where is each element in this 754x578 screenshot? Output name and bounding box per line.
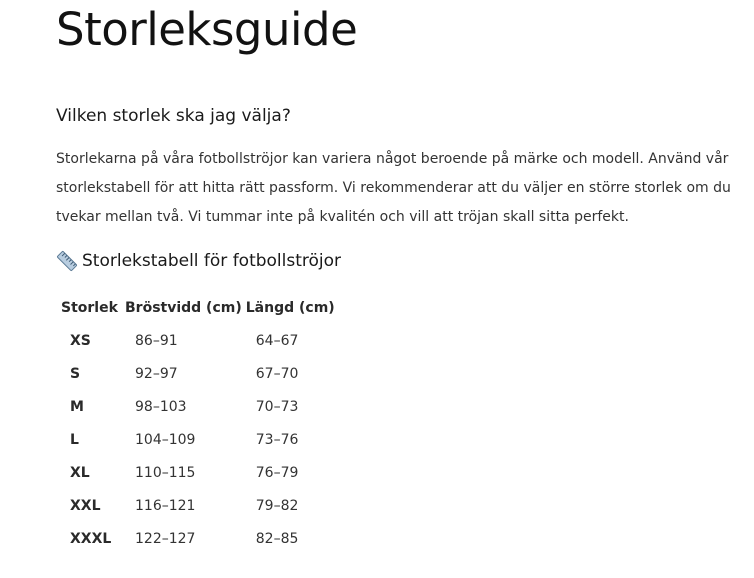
- intro-line: tvekar mellan två. Vi tummar inte på kvalitén och vill att tröjan skall sitta perfekt.: [56, 209, 629, 225]
- table-row: [60, 358, 338, 391]
- size-cell: M: [70, 399, 84, 415]
- chest-cell: 92–97: [135, 366, 178, 382]
- table-row: [60, 325, 338, 358]
- chest-cell: 116–121: [135, 498, 196, 514]
- chest-cell: 110–115: [135, 465, 196, 481]
- page-title: Storleksguide: [56, 3, 358, 56]
- length-cell: 76–79: [255, 465, 299, 481]
- chest-cell: 98–103: [135, 399, 187, 415]
- ruler-icon: [56, 250, 78, 272]
- table-row: [60, 457, 338, 490]
- size-table-heading-text: Storlekstabell för fotbollströjor: [82, 251, 342, 271]
- size-table: [60, 292, 338, 556]
- table-header-row: [60, 292, 338, 325]
- intro-line: Storlekarna på våra fotbollströjor kan variera något beroende på märke och modell. Använd vår: [56, 151, 729, 167]
- column-header-chest: Bröstvidd (cm): [125, 300, 242, 316]
- table-row: [60, 424, 338, 457]
- column-header-size: Storlek: [61, 300, 118, 316]
- chest-cell: 122–127: [135, 531, 196, 547]
- length-cell: 64–67: [255, 333, 299, 349]
- length-cell: 67–70: [255, 366, 299, 382]
- chest-cell: 104–109: [135, 432, 196, 448]
- size-table-heading: [56, 248, 341, 274]
- table-row: [60, 523, 338, 556]
- intro-line: storlekstabell för att hitta rätt passform. Vi rekommenderar att du väljer en större storlek om du: [56, 180, 731, 196]
- table-row: [60, 490, 338, 523]
- length-cell: 79–82: [255, 498, 299, 514]
- size-cell: XXL: [70, 498, 101, 514]
- chest-cell: 86–91: [135, 333, 178, 349]
- length-cell: 70–73: [255, 399, 299, 415]
- size-cell: XXXL: [70, 531, 112, 547]
- column-header-length: Längd (cm): [245, 300, 335, 316]
- size-cell: XS: [70, 333, 91, 349]
- intro-paragraph: [56, 145, 754, 232]
- size-cell: L: [70, 432, 79, 448]
- length-cell: 82–85: [255, 531, 299, 547]
- size-cell: S: [70, 366, 81, 382]
- size-cell: XL: [70, 465, 90, 481]
- length-cell: 73–76: [255, 432, 299, 448]
- table-row: [60, 391, 338, 424]
- section-subheading: Vilken storlek ska jag välja?: [56, 106, 291, 126]
